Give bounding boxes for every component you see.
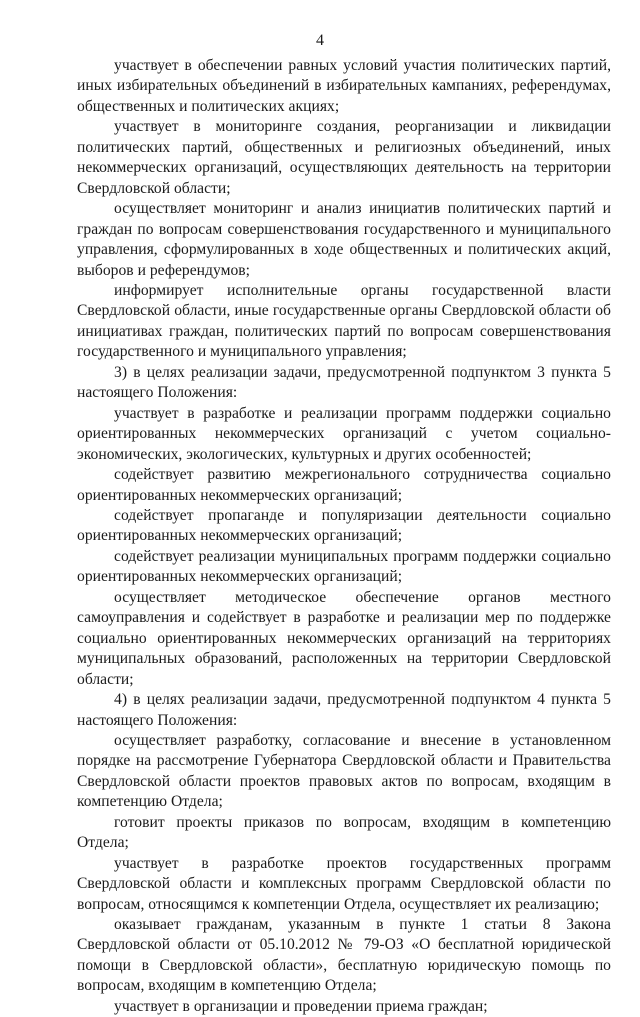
paragraph: участвует в разработке и реализации программ поддержки социально ориентированных некоммерческих организаций с учетом социально-экономических, экологических, культурных и других особенностей; — [77, 404, 611, 463]
paragraph: осуществляет мониторинг и анализ инициатив политических партий и граждан по вопросам совершенствования государственного и муниципального управления, сформулированных в ходе общественных и политических акций, выборов и референдумов; — [77, 200, 611, 279]
paragraph: участвует в обеспечении равных условий участия политических партий, иных избирательных объединений в избирательных кампаниях, референдумах, общественных и политических акциях; — [77, 57, 611, 115]
paragraph: содействует реализации муниципальных программ поддержки социально ориентированных некоммерческих организаций; — [77, 547, 611, 586]
paragraph: 3) в целях реализации задачи, предусмотренной подпунктом 3 пункта 5 настоящего Положения: — [77, 363, 611, 402]
paragraph: участвует в разработке проектов государственных программ Свердловской области и комплексных программ Свердловской области по вопросам, относящимся к компетенции Отдела, осуществляет их реализацию; — [77, 854, 611, 913]
paragraph: осуществляет разработку, согласование и внесение в установленном порядке на рассмотрение Губернатора Свердловской области и Правительства Свердловской области проектов правовых актов по вопросам, входящим в компетенцию Отдела; — [77, 731, 611, 811]
paragraph: участвует в организации и проведении приема граждан; — [114, 997, 488, 1015]
paragraph: 4) в целях реализации задачи, предусмотренной подпунктом 4 пункта 5 настоящего Положения: — [77, 691, 611, 729]
document-body — [77, 56, 611, 1017]
paragraph: оказывает гражданам, указанным в пункте 1 статьи 8 Закона Свердловской области от 05.10.2012 № 79-ОЗ «О бесплатной юридической помощи в Свердловской области», бесплатную юридическую помощь по вопросам, входящим в компетенцию Отдела; — [77, 916, 611, 995]
paragraph: содействует пропаганде и популяризации деятельности социально ориентированных некоммерческих организаций; — [77, 506, 611, 545]
paragraph: содействует развитию межрегионального сотрудничества социально ориентированных некоммерческих организаций; — [77, 466, 611, 504]
page-number: 4 — [316, 32, 324, 49]
paragraph: участвует в мониторинге создания, реорганизации и ликвидации политических партий, общественных и религиозных объединений, иных некоммерческих организаций, осуществляющих деятельность на территории Свердловской области; — [77, 118, 611, 197]
paragraph: информирует исполнительные органы государственной власти Свердловской области, иные государственные органы Свердловской области об инициативах граждан, политических партий по вопросам совершенствования государственного и муниципального управления; — [77, 281, 611, 361]
paragraph: осуществляет методическое обеспечение органов местного самоуправления и содействует в разработке и реализации мер по поддержке социально ориентированных некоммерческих организаций на территориях муниципальных образований, расположенных на территории Свердловской области; — [77, 588, 611, 688]
paragraph: готовит проекты приказов по вопросам, входящим в компетенцию Отдела; — [77, 813, 611, 852]
